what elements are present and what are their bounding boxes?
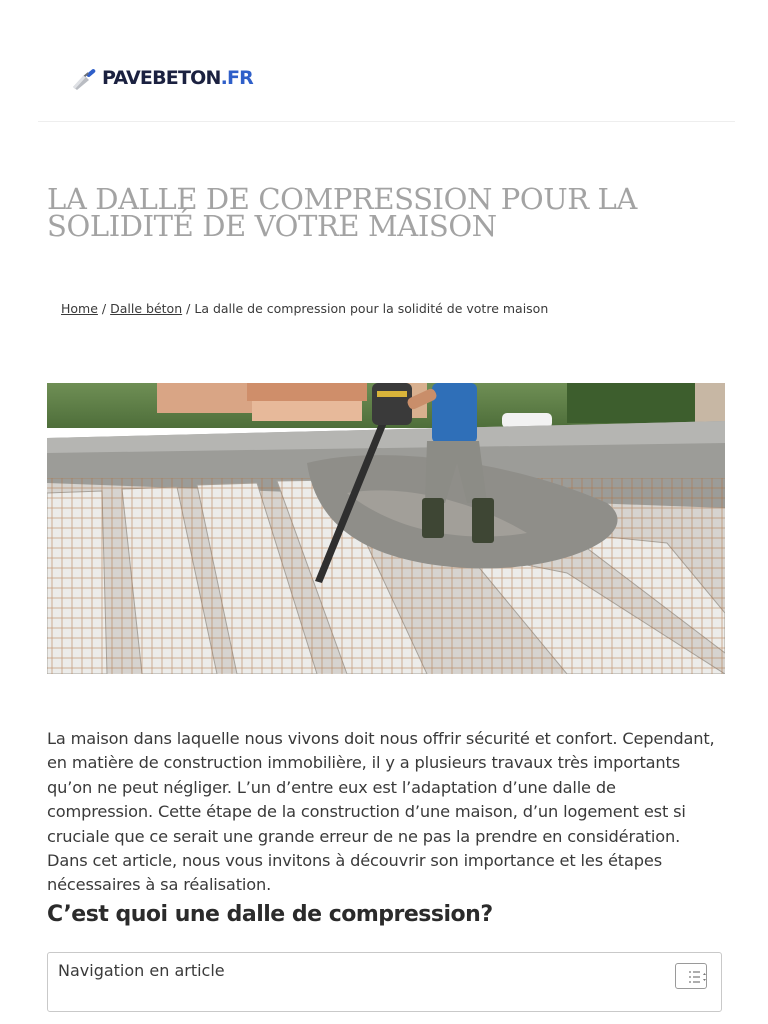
toc-toggle-button[interactable] [675,963,707,989]
breadcrumb-separator: / [101,301,107,316]
breadcrumb-home-link[interactable]: Home [61,301,98,316]
breadcrumb-category-link[interactable]: Dalle béton [110,301,183,316]
toc-title: Navigation en article [58,961,225,980]
list-toggle-icon [682,965,712,989]
breadcrumb [61,301,548,316]
breadcrumb-separator: / [186,301,191,316]
hero-image [47,383,725,674]
breadcrumb-current: La dalle de compression pour la solidité de votre maison [194,301,549,316]
logo-text [102,67,253,89]
logo-name: PAVEBETON [102,67,221,89]
logo-tld: .FR [220,67,253,89]
header-divider [38,121,735,122]
article-intro: La maison dans laquelle nous vivons doit nous offrir sécurité et confort. Cependant, en matière de construction immobilière, il y a plusieurs travaux très importants qu’on ne peut négliger. L’un d’entre eux est l’adaptation d’une dalle de compression. Cette étape de la construction d’une maison, d’un logement est si cruciale que ce serait une grande erreur de ne pas la prendre en considération. Dans cet article, nous vous invitons à découvrir son importance et les étapes nécessaires à sa réalisation. [47,729,715,895]
section-heading: C’est quoi une dalle de compression? [47,902,493,927]
page-title: LA DALLE DE COMPRESSION POUR LA SOLIDITÉ DE VOTRE MAISON [47,182,637,243]
site-header [0,0,768,123]
trowel-icon [70,65,100,91]
concrete-slab-pouring-photo [47,383,725,674]
site-logo[interactable] [70,64,253,92]
table-of-contents [47,952,722,1012]
